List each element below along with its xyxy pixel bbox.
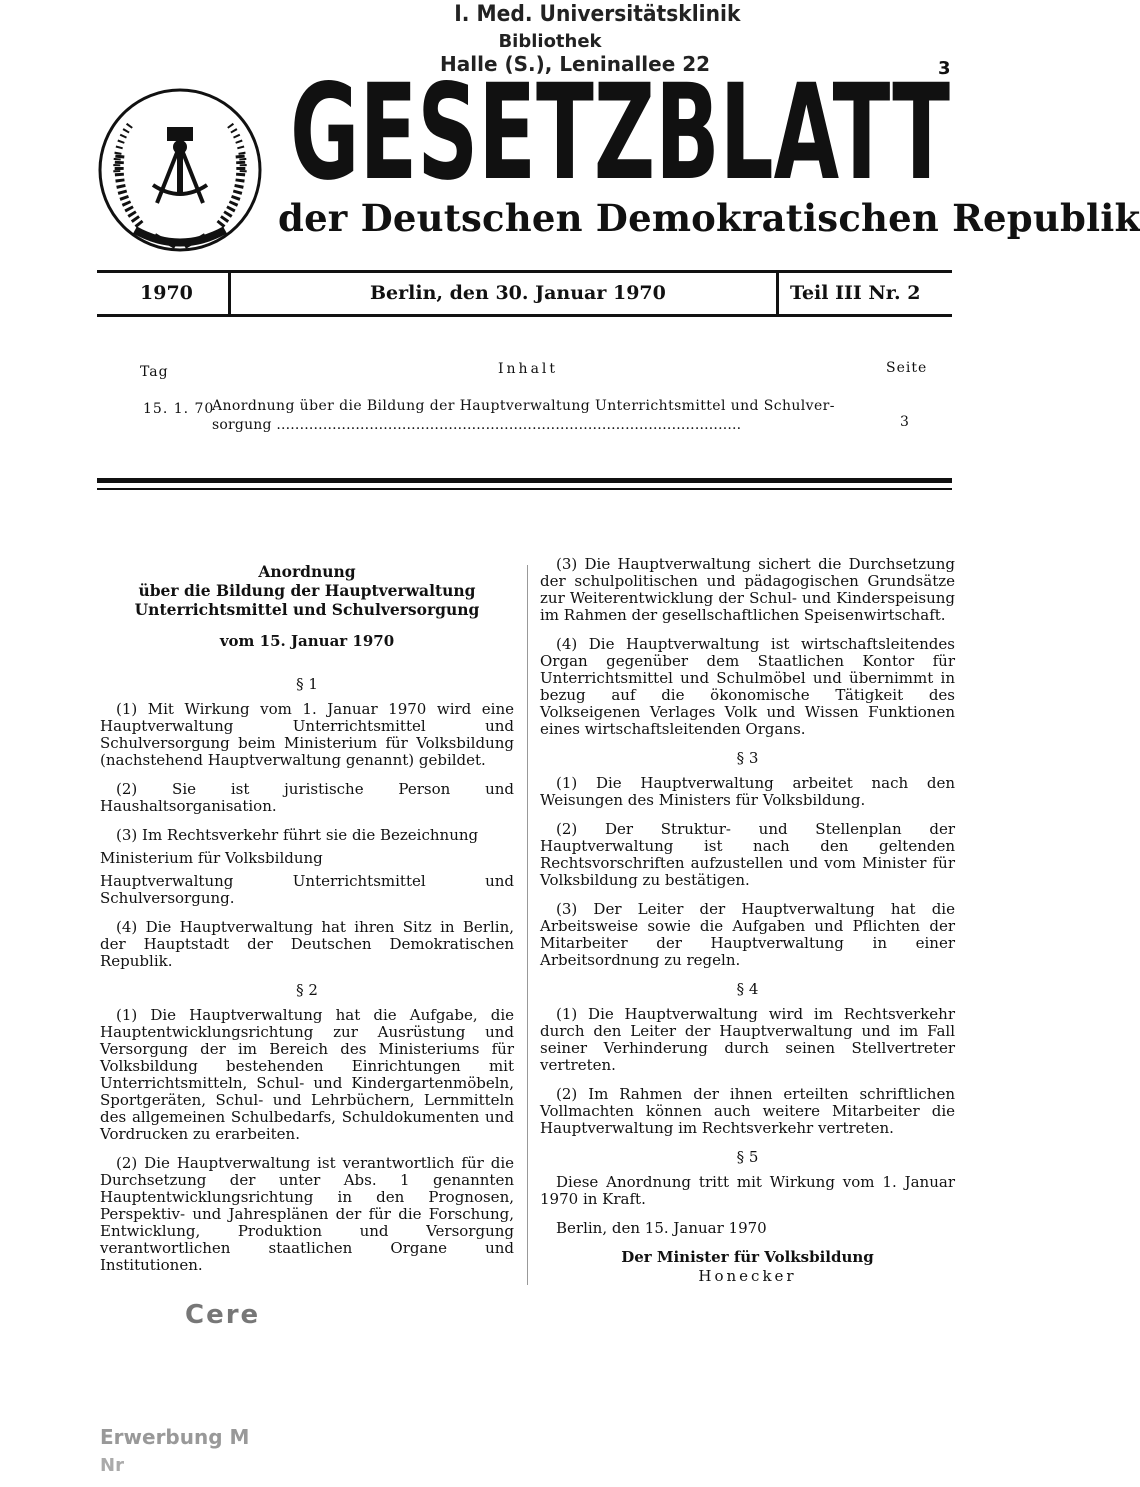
section-2-heading: § 2 — [296, 981, 318, 999]
section-1-heading: § 1 — [296, 675, 318, 693]
doc-title-line3: Unterrichtsmittel und Schulversorgung — [134, 600, 480, 619]
doc-title-line2: über die Bildung der Hauptverwaltung — [138, 581, 476, 600]
s3-paragraph-1: (1) Die Hauptverwaltung arbeitet nach den Weisungen des Ministers für Volksbildung. — [540, 774, 955, 809]
state-emblem-icon — [95, 85, 265, 255]
section-3-heading: § 3 — [736, 749, 759, 767]
masthead-subtitle: der Deutschen Demokratischen Republik — [278, 196, 1140, 240]
faint-number-mark: Nr — [100, 1455, 124, 1476]
s1-paragraph-2: (2) Sie ist juristische Person und Haushaltsorganisation. — [100, 780, 514, 815]
doc-date: vom 15. Januar 1970 — [219, 632, 395, 650]
toc-separator-heavy — [97, 478, 952, 483]
left-column — [100, 562, 514, 1286]
s1-paragraph-1: (1) Mit Wirkung vom 1. Januar 1970 wird eine Hauptverwaltung Unterrichtsmittel und Schulversorgung beim Ministerium für Volksbildung (nachstehend Hauptverwaltung genannt) gebildet. — [100, 700, 514, 769]
toc-col-day: Tag — [140, 364, 169, 380]
issue-date: Berlin, den 30. Januar 1970 — [370, 282, 666, 304]
signatory-office: Der Minister für Volksbildung — [621, 1248, 874, 1266]
s1-paragraph-3b: Hauptverwaltung Unterrichtsmittel und Schulversorgung. — [100, 872, 514, 907]
s3-paragraph-3: (3) Der Leiter der Hauptverwaltung hat die Arbeitsweise sowie die Aufgaben und Pflichten der Mitarbeiter der Hauptverwaltung in einer Arbeitsordnung zu regeln. — [540, 900, 955, 969]
library-stamp-line3: Halle (S.), Leninallee 22 — [440, 52, 711, 76]
toc-entry-line1: Anordnung über die Bildung der Hauptverwaltung Unterrichtsmittel und Schulver- — [212, 398, 835, 414]
toc-entry-date: 15. 1. 70 — [143, 401, 215, 417]
faint-stamp-mark: Cere — [185, 1300, 261, 1330]
right-column — [540, 556, 955, 1297]
s1-paragraph-4: (4) Die Hauptverwaltung hat ihren Sitz in Berlin, der Hauptstadt der Deutschen Demokratischen Republik. — [100, 918, 514, 970]
header-divider-2 — [776, 270, 779, 317]
signatory-name: Honecker — [698, 1267, 797, 1285]
s2-paragraph-3: (3) Die Hauptverwaltung sichert die Durchsetzung der schulpolitischen und pädagogischen Grundsätze zur Weiterentwicklung der Schul- und Kinderspeisung im Rahmen der gesellschaftlichen Speisenwirtschaft. — [540, 555, 955, 624]
toc-entry-page: 3 — [900, 414, 910, 430]
s3-paragraph-2: (2) Der Struktur- und Stellenplan der Hauptverwaltung ist nach den geltenden Rechtsvorschriften aufzustellen und vom Minister für Volksbildung zu bestätigen. — [540, 820, 955, 889]
doc-title-line1: Anordnung — [258, 562, 356, 581]
header-bottom-rule — [97, 314, 952, 317]
doc-title — [100, 562, 514, 619]
toc-separator-light — [97, 488, 952, 490]
section-4-heading: § 4 — [736, 980, 759, 998]
issue-part: Teil III Nr. 2 — [790, 282, 921, 304]
s2-paragraph-4: (4) Die Hauptverwaltung ist wirtschaftsleitendes Organ gegenüber dem Staatlichen Kontor für Unterrichtsmittel und Schulmöbel und übernimmt in bezug auf die ökonomische Tätigkeit des Volkseigenen Verlages Volk und Wissen Funktionen eines wirtschaftsleitenden Organs. — [540, 635, 955, 738]
toc-col-page: Seite — [886, 360, 928, 376]
issue-year: 1970 — [140, 282, 193, 304]
s1-paragraph-3: (3) Im Rechtsverkehr führt sie die Bezeichnung — [116, 826, 479, 844]
toc-col-content: Inhalt — [498, 361, 559, 377]
faint-acquisition-mark: Erwerbung M — [100, 1425, 250, 1449]
library-stamp-line2: Bibliothek — [498, 31, 602, 52]
s4-paragraph-2: (2) Im Rahmen der ihnen erteilten schriftlichen Vollmachten können auch weitere Mitarbeiter die Hauptverwaltung im Rechtsverkehr vertreten. — [540, 1085, 955, 1137]
s2-paragraph-1: (1) Die Hauptverwaltung hat die Aufgabe, die Hauptentwicklungsrichtung zur Ausrüstung und Versorgung der im Bereich des Ministeriums für Volksbildung bestehenden Einrichtungen mit Unterrichtsmitteln, Schul- und Kindergartenmöbeln, Sportgeräten, Schul- und Lehrbüchern, Lernmitteln des allgemeinen Schulbedarfs, Schuldokumenten und Vordrucken zu erarbeiten. — [100, 1006, 514, 1143]
toc-entry-line2: sorgung .................................................................................................... — [212, 417, 742, 433]
s4-paragraph-1: (1) Die Hauptverwaltung wird im Rechtsverkehr durch den Leiter der Hauptverwaltung und im Fall seiner Verhinderung durch seinen Stellvertreter vertreten. — [540, 1005, 955, 1074]
s5-paragraph-1: Diese Anordnung tritt mit Wirkung vom 1. Januar 1970 in Kraft. — [540, 1173, 955, 1208]
library-stamp-line1: I. Med. Universitätsklinik — [454, 2, 741, 27]
column-divider — [527, 565, 528, 1285]
header-top-rule — [97, 270, 952, 273]
s2-paragraph-2: (2) Die Hauptverwaltung ist verantwortlich für die Durchsetzung der unter Abs. 1 genannten Hauptentwicklungsrichtung in den Prognosen, Perspektiv- und Jahresplänen der für die Forschung, Entwicklung, Produktion und Versorgung verantwortlichen staatlichen Organe und Institutionen. — [100, 1154, 514, 1274]
header-divider-1 — [228, 270, 231, 317]
section-5-heading: § 5 — [736, 1148, 759, 1166]
page-number: 3 — [938, 58, 951, 79]
masthead-title-text: GESETZBLATT — [290, 56, 950, 210]
s1-paragraph-3a: Ministerium für Volksbildung — [100, 849, 323, 867]
place-date: Berlin, den 15. Januar 1970 — [556, 1219, 767, 1237]
